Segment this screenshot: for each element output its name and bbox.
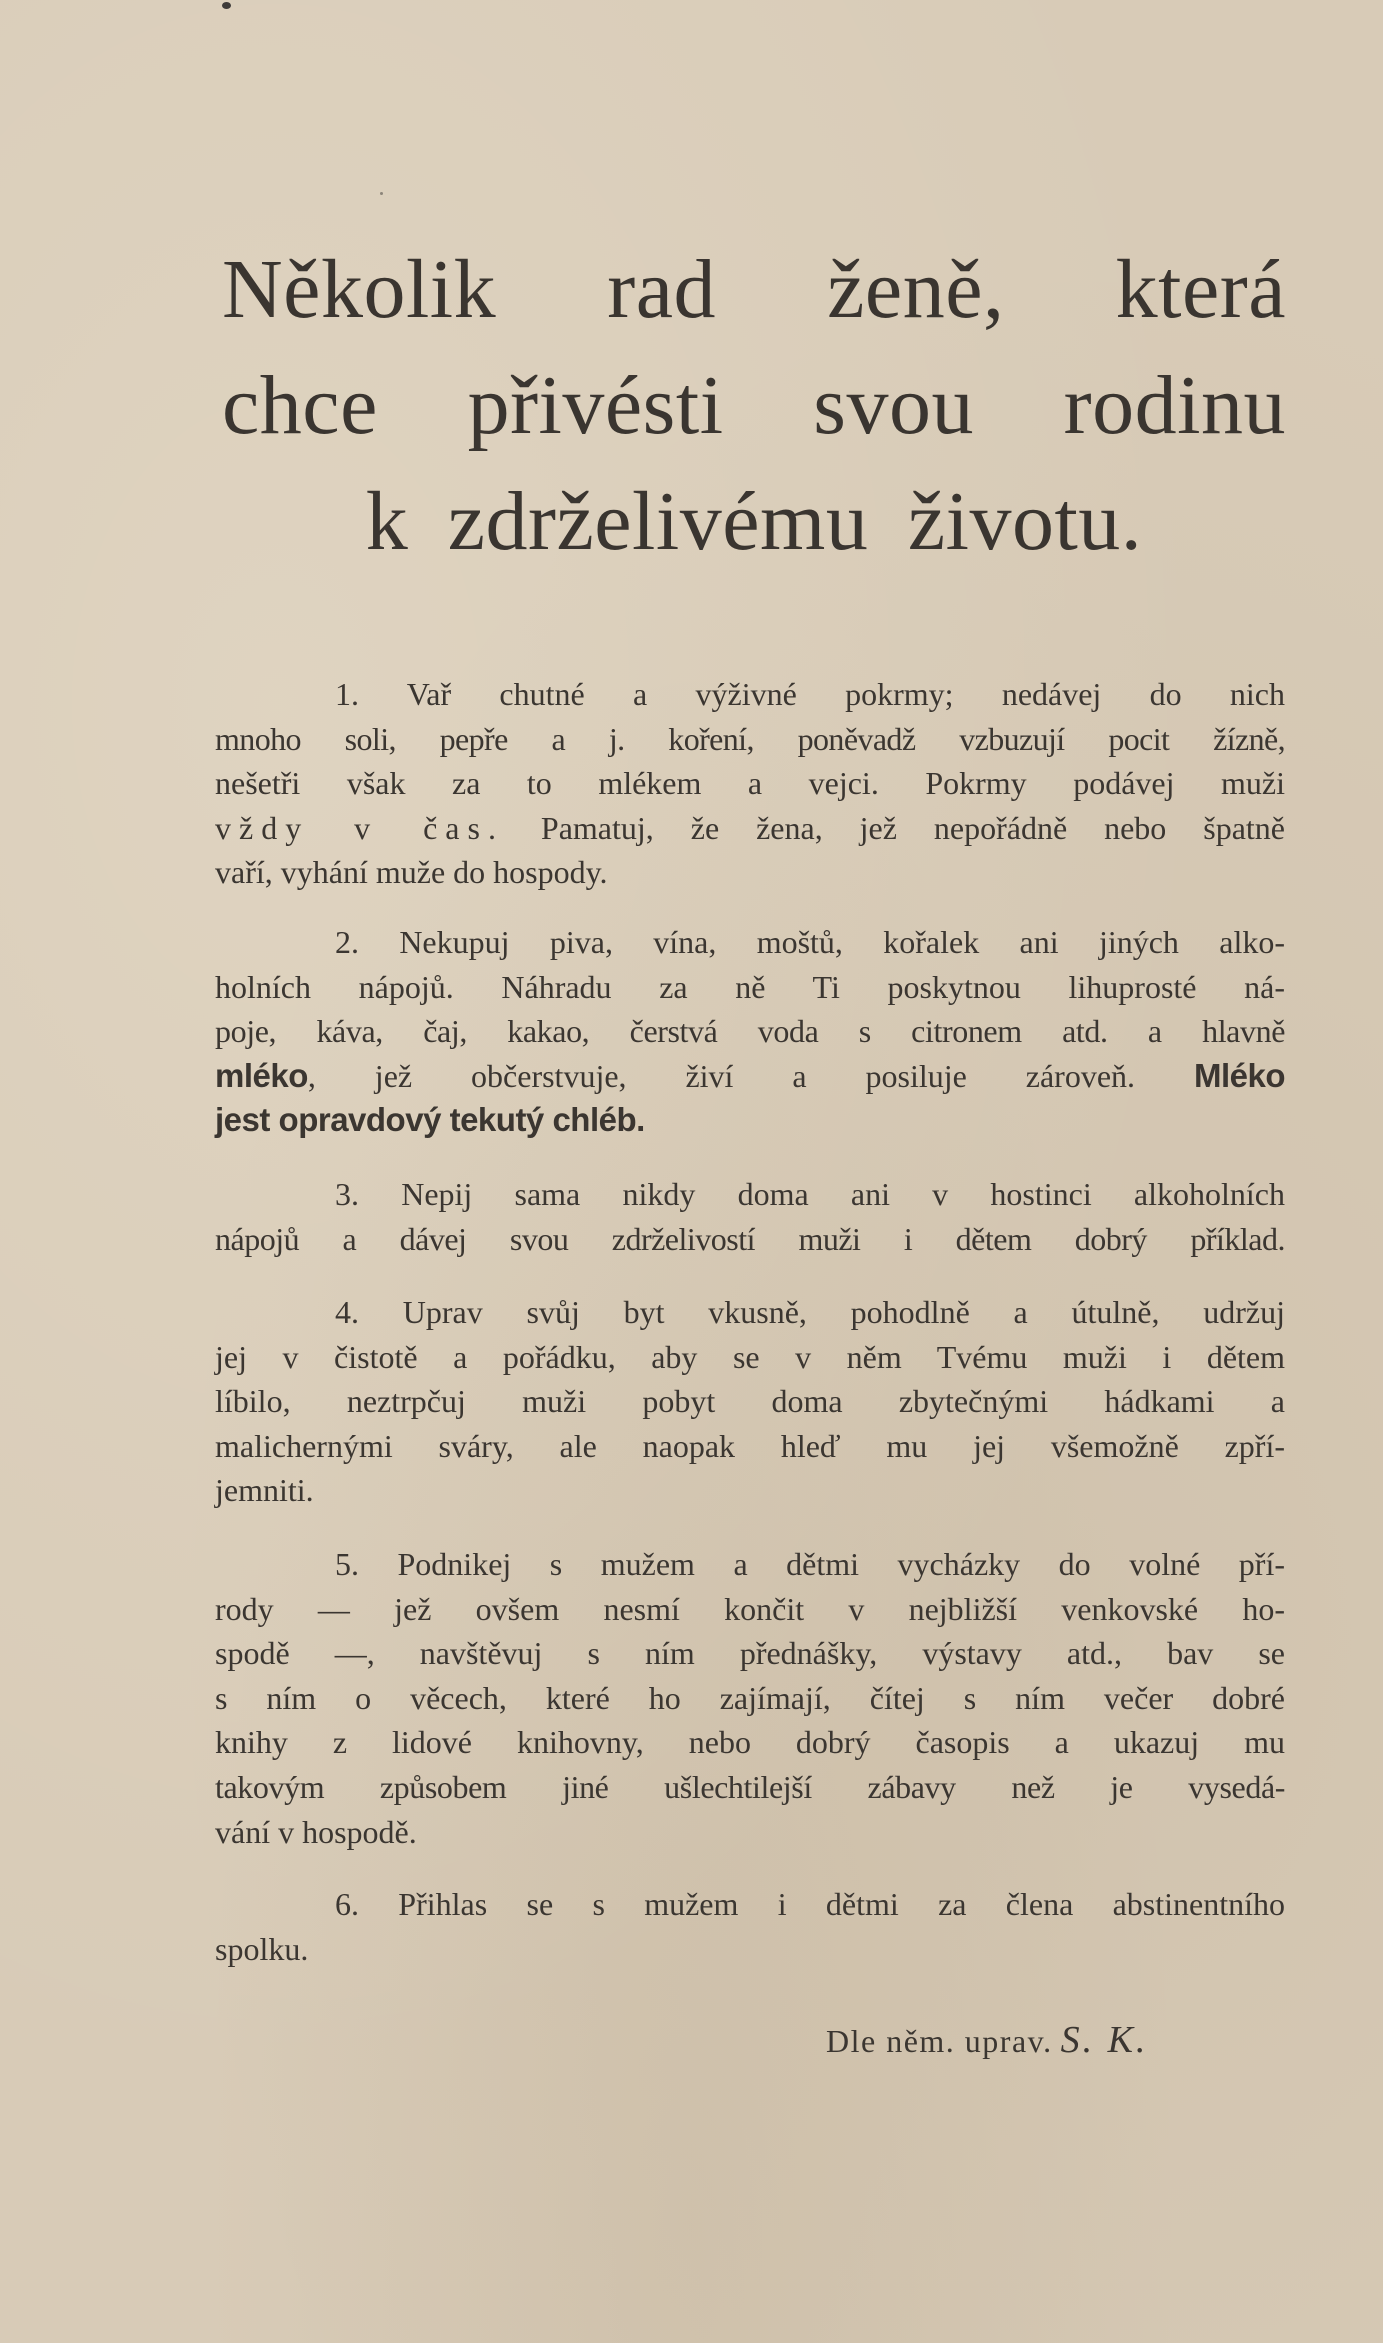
paragraph-line: nápojů a dávej svou zdrželivostí muži i dětem dobrý příklad. [215, 1220, 1285, 1257]
paragraph-1 [215, 672, 1285, 895]
bold-text-mleko-2: Mléko [1193, 1056, 1286, 1094]
document-title [222, 232, 1286, 580]
paragraph-line: mnoho soli, pepře a j. koření, poněvadž vzbuzují pocit žízně, [215, 720, 1285, 757]
paragraph-4 [215, 1290, 1285, 1513]
title-line-3: k zdrželivému životu. [365, 475, 1143, 568]
paragraph-line: 5. Podnikej s mužem a dětmi vycházky do volné pří- [335, 1546, 1285, 1582]
paragraph-line: poje, káva, čaj, kakao, čerstvá voda s citronem atd. a hlavně [215, 1013, 1285, 1050]
paragraph-line: 4. Uprav svůj byt vkusně, pohodlně a útulně, udržuj [335, 1294, 1285, 1330]
paragraph-line: jej v čistotě a pořádku, aby se v něm Tvému muži i dětem [215, 1338, 1285, 1375]
signature-text: Dle něm. uprav. [826, 2023, 1053, 2059]
paragraph-line: takovým způsobem jiné ušlechtilejší zábavy než je vysedá- [215, 1768, 1285, 1805]
paragraph-line: 3. Nepij sama nikdy doma ani v hostinci alkoholních [335, 1176, 1285, 1212]
paragraph-line: vání v hospodě. [215, 1813, 417, 1850]
paragraph-line: 2. Nekupuj piva, vína, moštů, kořalek ani jiných alko- [335, 924, 1285, 960]
paragraph-line-rest: Pamatuj, že žena, jež nepořádně nebo špatně [503, 809, 1286, 846]
paragraph-line: 1. Vař chutné a výživné pokrmy; nedávej do nich [335, 676, 1285, 712]
paragraph-line: rody — jež ovšem nesmí končit v nejbližší venkovské ho- [215, 1590, 1285, 1627]
signature-initials: S. K. [1060, 2019, 1149, 2061]
bold-sentence: jest opravdový tekutý chléb. [215, 1101, 645, 1139]
paragraph-line: jemniti. [215, 1472, 314, 1509]
paragraph-line [215, 1054, 1285, 1099]
paragraph-line: s ním o věcech, které ho zajímají, čítej s ním večer dobré [215, 1679, 1285, 1716]
bold-text-mleko: mléko [215, 1056, 308, 1094]
ink-speck [222, 2, 231, 9]
paragraph-line: 6. Přihlas se s mužem i dětmi za člena abstinentního [335, 1886, 1285, 1922]
paragraph-line-rest: , jež občerstvuje, živí a posiluje zároveň. [307, 1057, 1136, 1094]
emphasized-text: vždy v čas. [215, 809, 504, 846]
title-line-1: Několik rad ženě, která [222, 243, 1286, 336]
paragraph-line: vaří, vyhání muže do hospody. [215, 854, 608, 891]
signature [826, 2018, 1148, 2062]
paragraph-6 [215, 1882, 1285, 1971]
paragraph-3 [215, 1172, 1285, 1261]
paragraph-5 [215, 1542, 1285, 1854]
paragraph-line: nešetři však za to mlékem a vejci. Pokrmy podávej muži [215, 765, 1285, 802]
paragraph-line: malichernými sváry, ale naopak hleď mu jej všemožně zpří- [215, 1427, 1285, 1464]
paragraph-line: holních nápojů. Náhradu za ně Ti poskytnou lihuprosté ná- [215, 968, 1285, 1005]
title-line-2: chce přivésti svou rodinu [222, 359, 1286, 452]
ink-speck [380, 192, 383, 195]
paragraph-line: líbilo, neztrpčuj muži pobyt doma zbytečnými hádkami a [215, 1383, 1285, 1420]
paragraph-line: spodě —, navštěvuj s ním přednášky, výstavy atd., bav se [215, 1635, 1285, 1672]
paragraph-line [215, 806, 1285, 851]
paragraph-line: spolku. [215, 1930, 309, 1967]
paragraph-line: knihy z lidové knihovny, nebo dobrý časopis a ukazuj mu [215, 1724, 1285, 1761]
paragraph-2 [215, 920, 1285, 1143]
